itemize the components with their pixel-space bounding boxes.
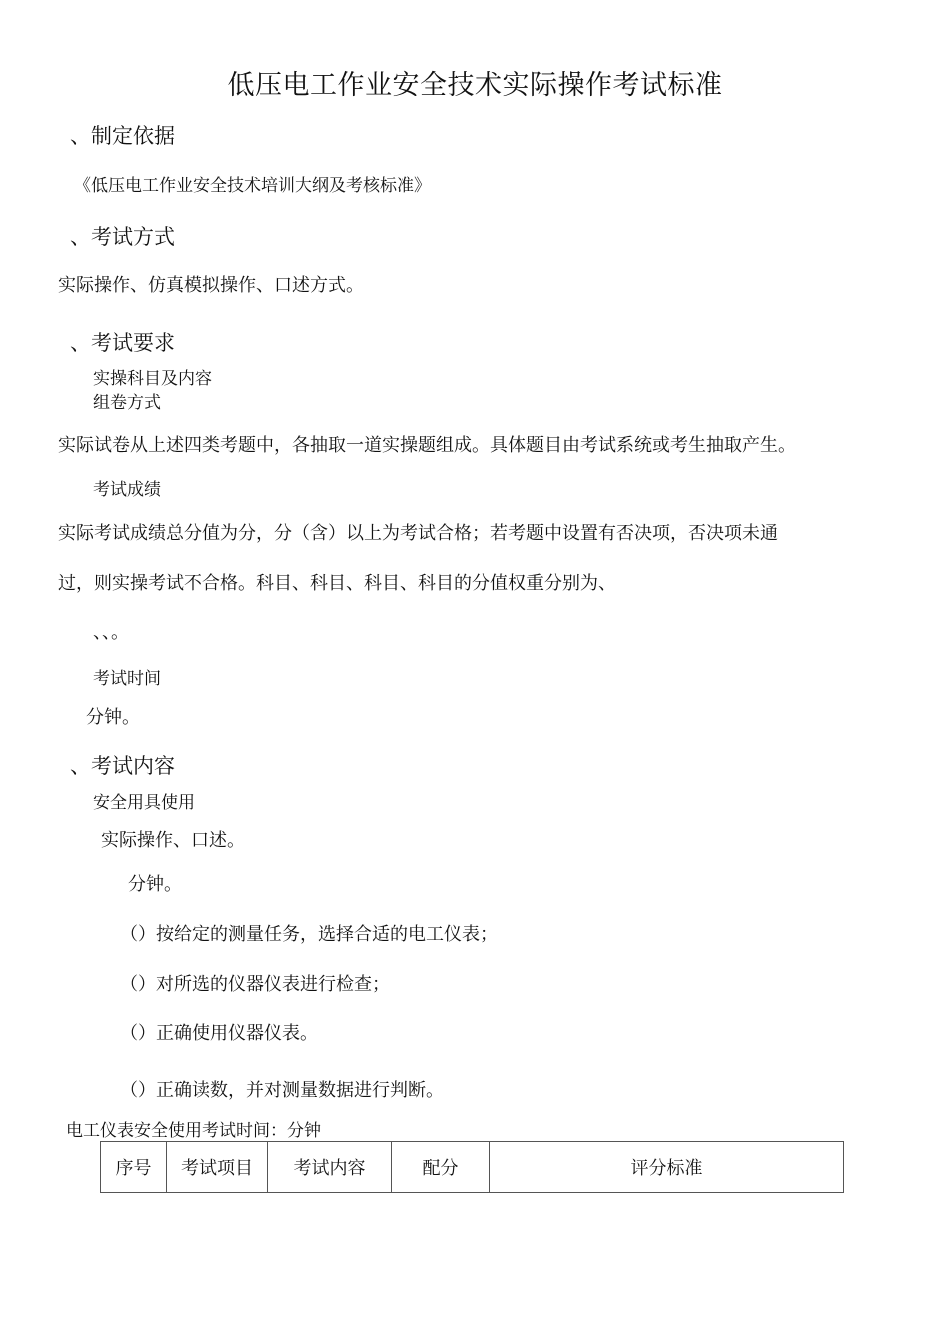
table-caption: 电工仪表安全使用考试时间：分钟 — [66, 1121, 321, 1141]
paper-composition-text: 实际试卷从上述四类考题中，各抽取一道实操题组成。具体题目由考试系统或考生抽取产生。 — [58, 435, 796, 456]
section-heading-exam-requirements: 、考试要求 — [70, 331, 175, 355]
exam-score-text-line3: 、、。 — [93, 622, 129, 643]
column-header-exam-content: 考试内容 — [268, 1142, 392, 1193]
exam-score-text-line2: 过，则实操考试不合格。科目、科目、科目、科目的分值权重分别为、 — [58, 573, 616, 594]
list-item: （）对所选的仪器仪表进行检查； — [120, 974, 390, 995]
exam-method-text: 实际操作、仿真模拟操作、口述方式。 — [58, 275, 364, 296]
exam-time-text: 分钟。 — [86, 707, 140, 728]
column-header-number: 序号 — [101, 1142, 167, 1193]
safety-tools-time: 分钟。 — [128, 874, 182, 895]
section-heading-exam-content: 、考试内容 — [70, 754, 175, 778]
subheading-safety-tools: 安全用具使用 — [93, 793, 195, 813]
list-item: （）按给定的测量任务，选择合适的电工仪表； — [120, 924, 498, 945]
subheading-exam-score: 考试成绩 — [93, 480, 161, 500]
subheading-subjects: 实操科目及内容 — [93, 369, 212, 389]
section-heading-basis: 、制定依据 — [70, 124, 175, 148]
safety-tools-method: 实际操作、口述。 — [101, 830, 245, 851]
column-header-scoring-criteria: 评分标准 — [490, 1142, 844, 1193]
subheading-paper-composition: 组卷方式 — [93, 393, 161, 413]
section-heading-exam-method: 、考试方式 — [70, 225, 175, 249]
scoring-table — [100, 1141, 844, 1193]
column-header-exam-item: 考试项目 — [167, 1142, 268, 1193]
column-header-points: 配分 — [392, 1142, 490, 1193]
basis-text: 《低压电工作业安全技术培训大纲及考核标准》 — [74, 176, 431, 196]
page-title: 低压电工作业安全技术实际操作考试标准 — [227, 70, 723, 101]
table-header-row — [101, 1142, 844, 1193]
exam-score-text-line1: 实际考试成绩总分值为分，分（含）以上为考试合格；若考题中设置有否决项，否决项未通 — [58, 523, 778, 544]
list-item: （）正确使用仪器仪表。 — [120, 1023, 318, 1044]
subheading-exam-time: 考试时间 — [93, 669, 161, 689]
list-item: （）正确读数，并对测量数据进行判断。 — [120, 1080, 444, 1101]
